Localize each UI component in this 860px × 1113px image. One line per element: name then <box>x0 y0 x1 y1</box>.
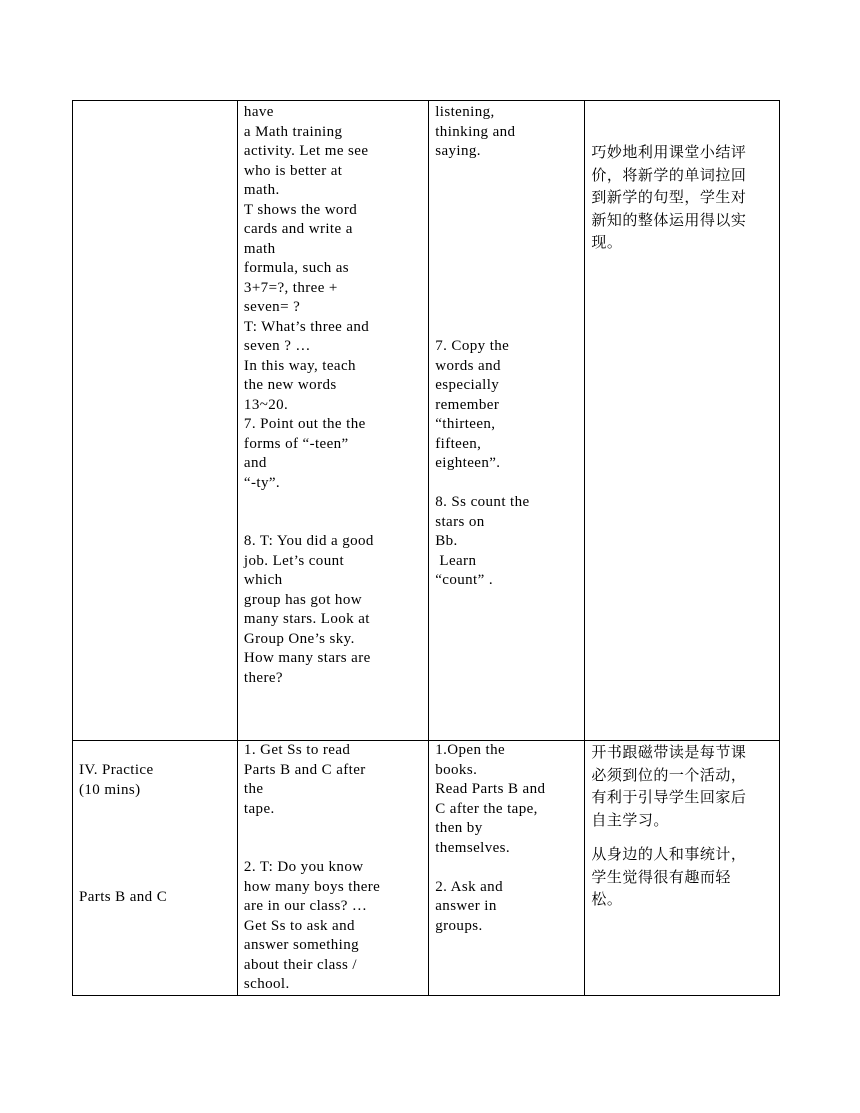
part-label: Parts B and C <box>79 889 168 905</box>
purpose-cell <box>585 741 780 996</box>
text-line: 松。 <box>591 890 623 908</box>
text-line: 现。 <box>591 233 623 251</box>
text-line: a Math training <box>243 123 343 140</box>
text-line: remember <box>435 396 500 413</box>
teacher-activity-text <box>244 103 422 688</box>
text-line: 必须到位的一个活动， <box>591 765 747 784</box>
text-line: answer something <box>243 937 360 953</box>
text-line: 有利于引导学生回家后 <box>591 788 747 806</box>
text-line <box>435 220 578 240</box>
text-line <box>244 819 422 839</box>
text-line: C after the tape, <box>435 800 538 817</box>
table-row-practice <box>73 741 780 996</box>
text-line: Group One’s sky. <box>243 630 355 647</box>
text-line: themselves. <box>435 839 511 856</box>
text-line: 8. Ss count the <box>435 494 530 510</box>
text-line: seven= ? <box>243 299 301 315</box>
text-line: words and <box>435 357 501 374</box>
text-line <box>435 201 578 221</box>
text-line: T shows the word <box>243 201 358 218</box>
text-line: many stars. Look at <box>243 611 370 627</box>
purpose-text-reading <box>591 741 773 831</box>
teacher-activity-text <box>244 741 422 995</box>
text-line: have <box>243 104 274 120</box>
text-line <box>435 858 578 878</box>
text-line: 13~20. <box>243 396 289 413</box>
text-line: cards and write a <box>243 221 353 237</box>
text-line: especially <box>435 377 500 393</box>
text-line <box>244 493 422 513</box>
text-line <box>435 162 578 182</box>
text-line: then by <box>435 820 483 836</box>
text-line: formula, such as <box>243 260 350 276</box>
purpose-text-survey <box>591 843 773 911</box>
teacher-activity-cell <box>237 101 428 741</box>
text-line: the <box>243 781 264 797</box>
text-line: IV. Practice <box>79 762 154 778</box>
purpose-cell <box>585 101 780 741</box>
student-activity-cell <box>429 741 585 996</box>
text-line: eighteen”. <box>435 455 501 471</box>
student-activity-text <box>435 741 578 936</box>
text-line <box>435 259 578 279</box>
text-line: seven ? … <box>243 338 311 354</box>
text-line: 新知的整体运用得以实 <box>591 210 747 229</box>
text-line: saying. <box>435 143 481 159</box>
text-line: 开书跟磁带读是每节课 <box>591 743 747 761</box>
text-line: (10 mins) <box>79 781 141 798</box>
lesson-plan-table <box>72 100 780 996</box>
text-line: 巧妙地利用课堂小结评 <box>591 143 747 161</box>
text-line: tape. <box>243 800 275 817</box>
stage-cell-practice <box>73 741 238 996</box>
text-line: 7. Point out the the <box>243 416 366 432</box>
text-line: “thirteen, <box>435 416 496 432</box>
stage-cell-empty <box>73 101 238 741</box>
text-line: 自主学习。 <box>591 810 669 829</box>
text-line: forms of “-teen” <box>243 435 349 452</box>
student-activity-text <box>435 103 578 591</box>
text-line: T: What’s three and <box>243 318 370 335</box>
text-line <box>244 839 422 859</box>
text-line <box>435 240 578 260</box>
text-line: How many stars are <box>243 650 371 666</box>
text-line: books. <box>435 761 478 778</box>
text-line: Read Parts B and <box>435 781 546 797</box>
text-line <box>244 513 422 533</box>
text-line: 1.Open the <box>435 742 506 758</box>
text-line: 2. Ask and <box>435 878 503 895</box>
text-line <box>435 298 578 318</box>
text-line: Bb. <box>435 533 458 549</box>
text-line: math. <box>243 182 280 198</box>
text-line: are in our class? … <box>243 898 368 914</box>
text-line: which <box>243 572 283 588</box>
text-line: stars on <box>435 513 485 530</box>
text-line: fifteen, <box>435 435 482 452</box>
text-line: how many boys there <box>243 878 381 895</box>
text-line: there? <box>243 669 283 686</box>
text-line: math <box>243 240 276 257</box>
text-line: 学生觉得很有趣而轻 <box>591 867 731 886</box>
text-line: “-ty”. <box>243 474 281 491</box>
text-line: Parts B and C after <box>243 761 366 778</box>
text-line: answer in <box>435 898 497 914</box>
text-line: school. <box>243 976 290 992</box>
text-line: “count” . <box>435 572 493 588</box>
text-line: In this way, teach <box>243 357 356 374</box>
text-line: about their class / <box>243 956 357 973</box>
text-line: thinking and <box>435 123 516 140</box>
student-activity-cell <box>429 101 585 741</box>
text-line: who is better at <box>243 162 343 179</box>
text-line <box>435 318 578 338</box>
text-line: the new words <box>243 377 337 393</box>
text-line: 价，将新学的单词拉回 <box>591 165 747 184</box>
text-line <box>435 181 578 201</box>
text-line: Get Ss to ask and <box>243 917 355 934</box>
text-line <box>435 474 578 494</box>
text-line: 8. T: You did a good <box>243 533 374 549</box>
text-line: job. Let’s count <box>243 552 345 569</box>
teacher-activity-cell <box>237 741 428 996</box>
text-line: 3+7=?, three + <box>243 279 338 296</box>
text-line: group has got how <box>243 591 362 608</box>
text-line: 到新学的句型，学生对 <box>591 188 747 206</box>
text-line: and <box>243 455 267 471</box>
text-line <box>435 279 578 299</box>
text-line: 7. Copy the <box>435 338 510 354</box>
text-line: listening, <box>435 104 495 120</box>
text-line: 2. T: Do you know <box>243 859 364 875</box>
text-line: 从身边的人和事统计， <box>591 845 747 863</box>
text-line: activity. Let me see <box>243 143 369 159</box>
purpose-text <box>591 141 773 254</box>
text-line: 1. Get Ss to read <box>243 742 351 758</box>
text-line: Learn <box>435 552 477 569</box>
text-line: groups. <box>435 917 483 934</box>
stage-label <box>79 761 231 800</box>
table-row-presentation <box>73 101 780 741</box>
